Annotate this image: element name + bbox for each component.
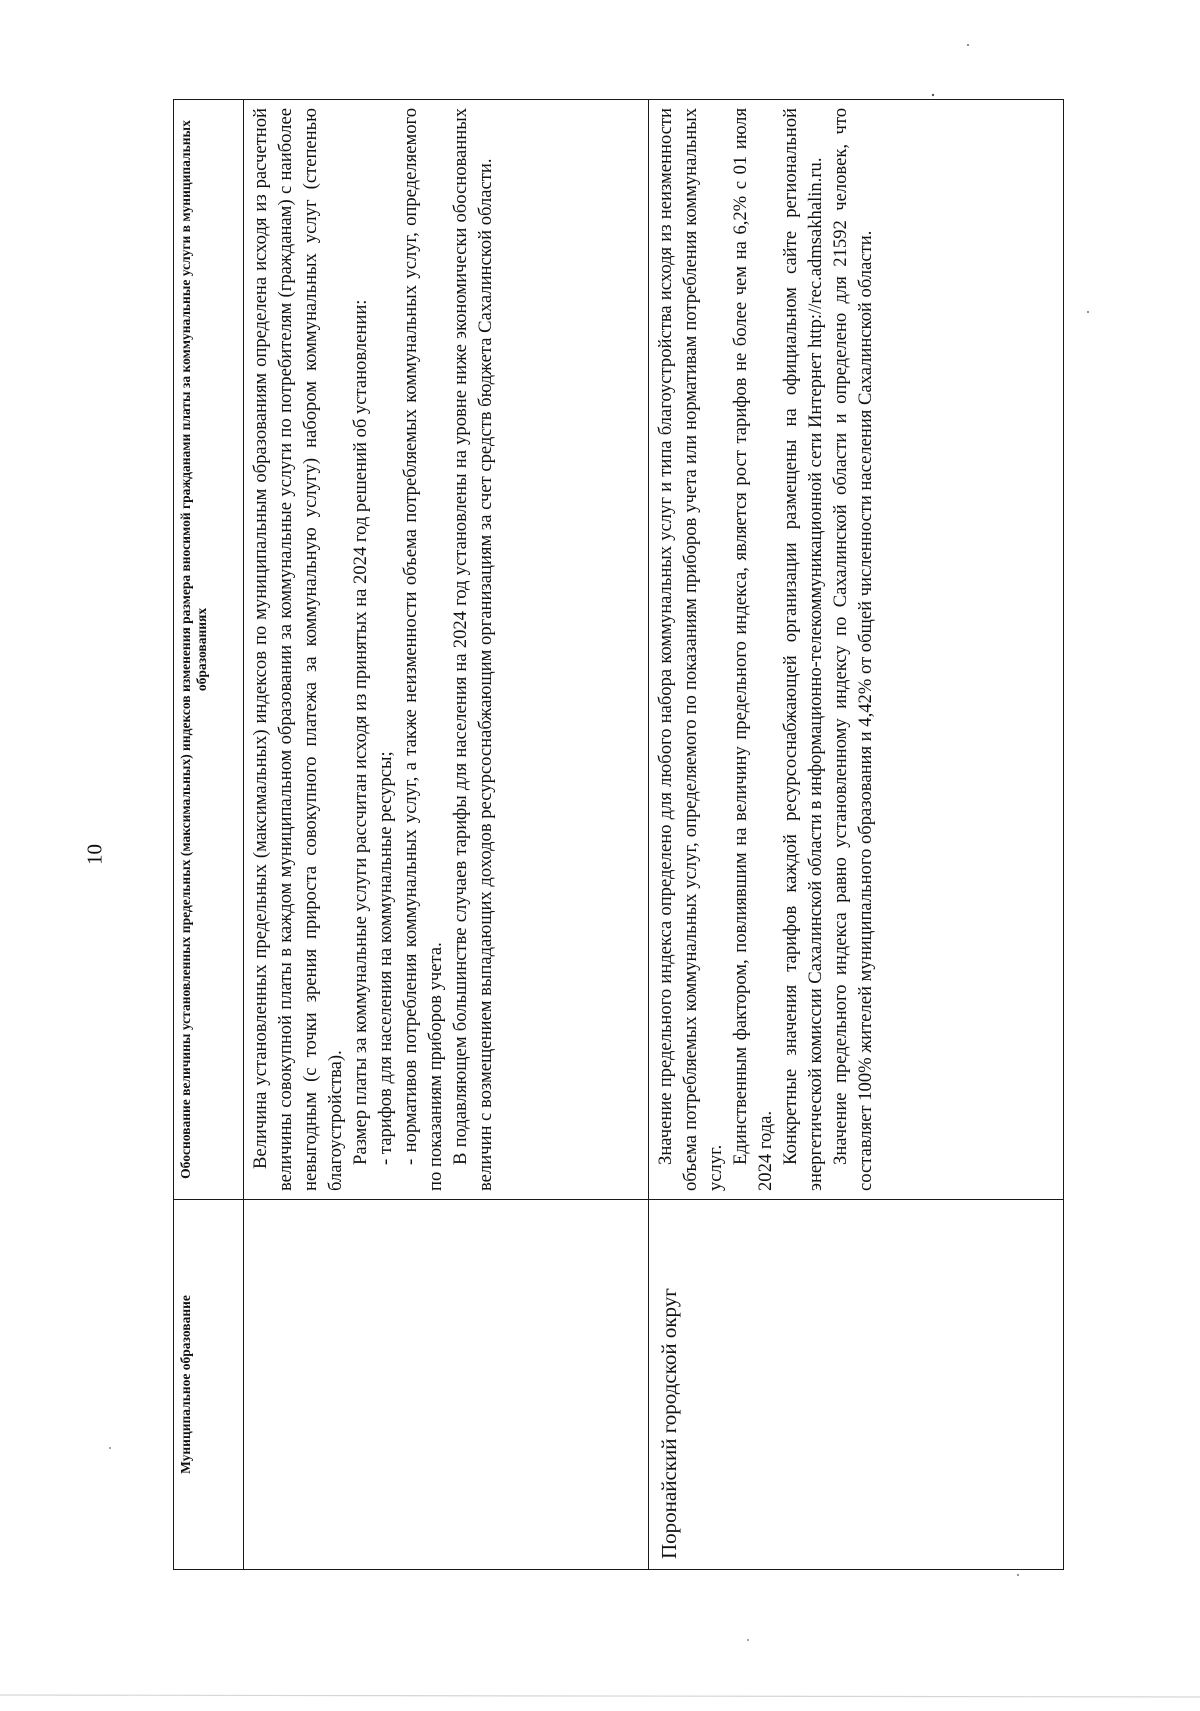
justification-cell — [649, 100, 1064, 1200]
table-row — [649, 100, 1064, 1570]
justification-cell — [244, 100, 649, 1200]
list-item: - тарифов для населения на коммунальные ресурсы; — [375, 751, 396, 1165]
municipality-cell: Поронайский городской округ — [649, 1200, 1064, 1570]
table-row — [244, 100, 649, 1570]
paragraph: Размер платы за коммунальные услуги рассчитан исходя из принятых на 2024 год решений об установлении: — [350, 299, 371, 1165]
table-header-row — [174, 100, 244, 1570]
page-number: 10 — [82, 844, 107, 865]
paragraph: Значение предельного индекса равно установленному индексу по Сахалинской области и определено для 21592 человек, что составляет 100% жителей муниципального образования и 4,42% от общей численности населения Сахалинской области. — [830, 108, 876, 1191]
paragraph: Значение предельного индекса определено для любого набора коммунальных услуг и типа благоустройства исходя из неизменности объема потребляемых коммунальных услуг, определяемого по показаниям приборов учета или нормативам потребления коммунальных услуг. — [655, 108, 726, 1191]
scan-speck — [967, 44, 969, 46]
scan-speck — [1087, 311, 1089, 313]
paragraph: Величина установленных предельных (максимальных) индексов по муниципальным образованиям определена исходя из расчетной величины совокупной платы в каждом муниципальном образовании за коммунальные услуги по потребителям (гражданам) с наиболее невыгодным (с точки зрения прироста совокупного платежа за коммунальную услугу) набором коммунальных услуг (степенью благоустройства). — [250, 108, 346, 1191]
scan-speck — [747, 1639, 749, 1641]
paragraph: Единственным фактором, повлиявшим на величину предельного индекса, является рост тарифов не более чем на 6,2% с 01 июля 2024 года. — [730, 108, 776, 1191]
paragraph: В подавляющем большинстве случаев тарифы для населения на 2024 год установлены на уровне ниже экономически обоснованных величин с возмещением выпадающих доходов ресурсоснабжающим организациям за счет средств бюджета Сахалинской области. — [450, 108, 496, 1191]
scan-edge-line — [0, 1695, 1200, 1697]
index-justification-table — [173, 99, 1064, 1570]
paragraph: Конкретные значения тарифов каждой ресурсоснабжающей организации размещены на официальном сайте региональной энергетической комиссии Сахалинской области в информационно-телекоммуникационной сети Интернет http://rec.admsakhalin.ru. — [780, 108, 826, 1191]
scan-speck — [932, 94, 934, 96]
rotated-table-wrapper — [173, 100, 1063, 1570]
header-municipality: Муниципальное образование — [174, 1200, 244, 1570]
municipality-cell — [244, 1200, 649, 1570]
header-justification: Обоснование величины установленных предельных (максимальных) индексов изменения размера вносимой гражданами платы за коммунальные услуги в муниципальных образованиях — [174, 100, 244, 1200]
list-item: - нормативов потребления коммунальных услуг, а также неизменности объема потребляемых коммунальных услуг, определяемого по показаниям приборов учета. — [400, 108, 446, 1191]
scan-speck — [1017, 1574, 1019, 1576]
scan-speck — [109, 1447, 111, 1449]
